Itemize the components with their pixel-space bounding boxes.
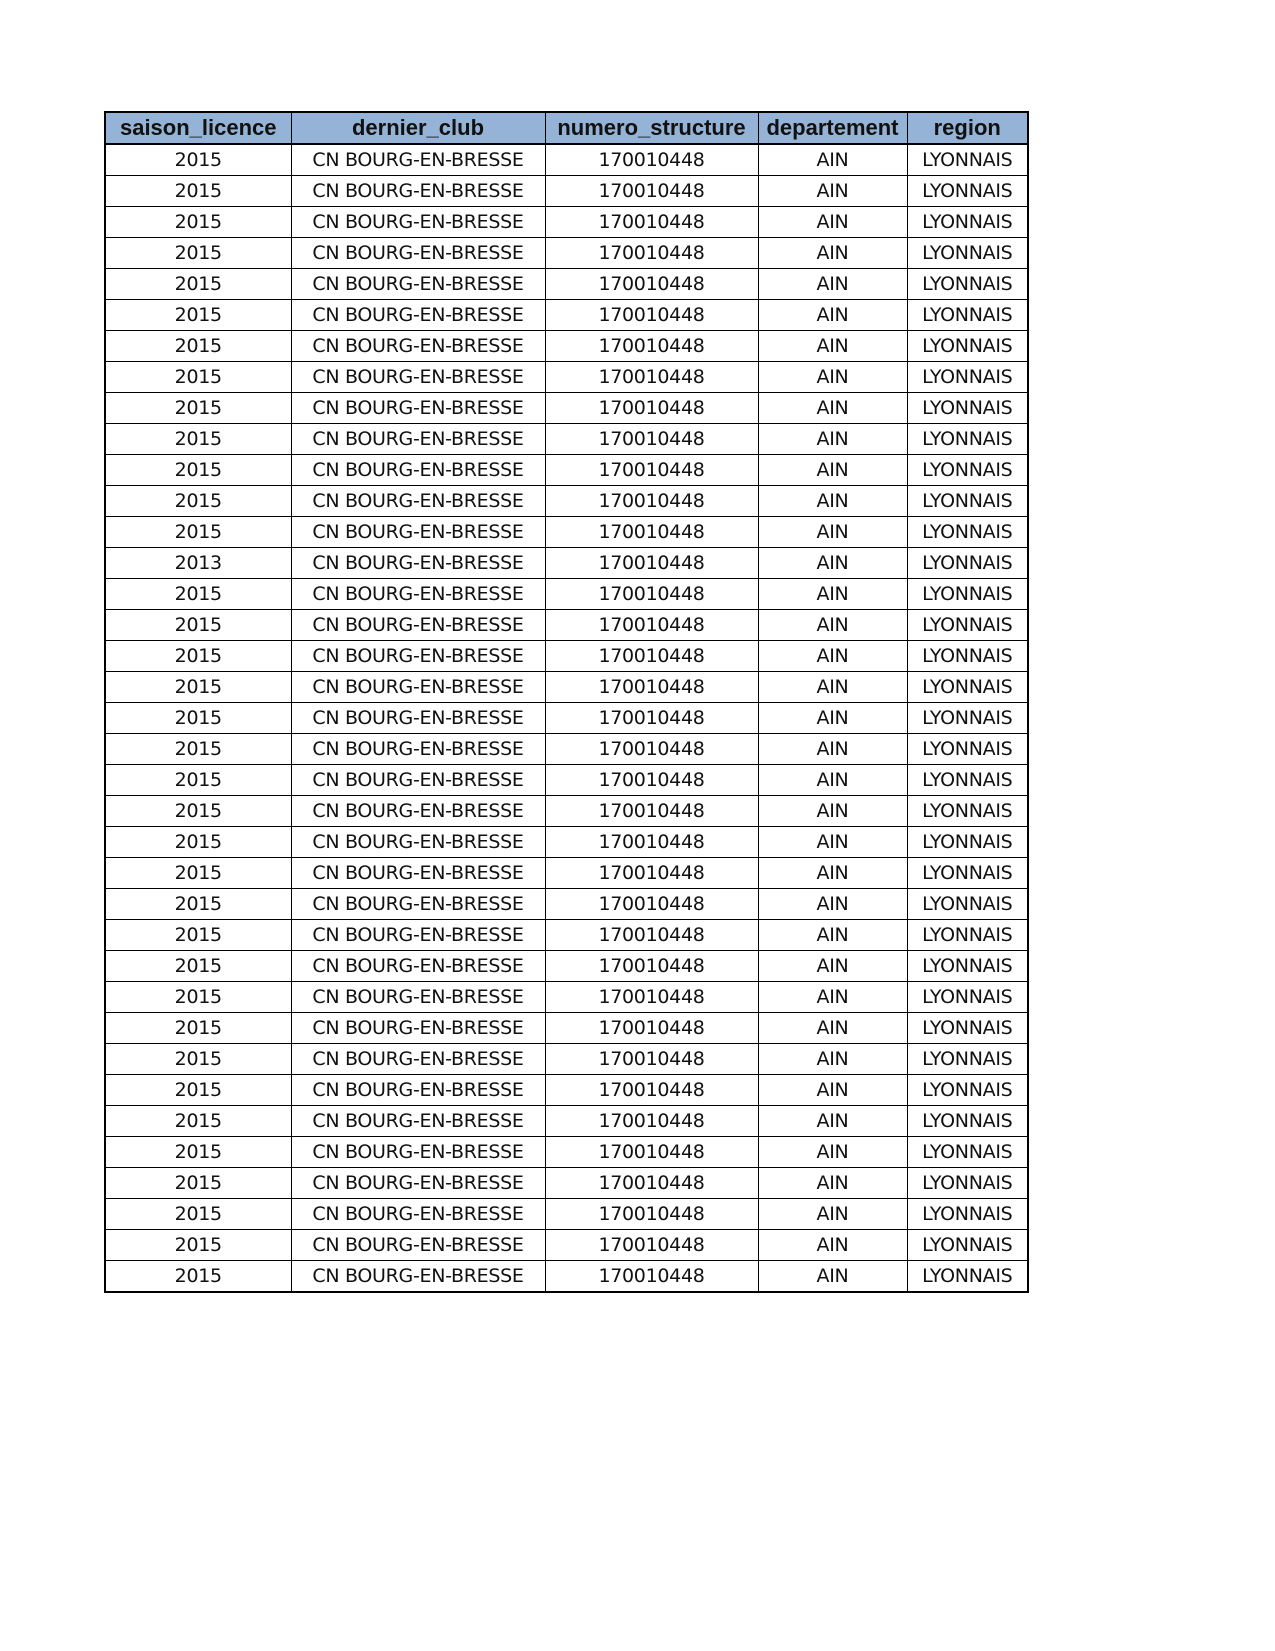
cell-saison-licence: 2015 bbox=[105, 703, 291, 734]
cell-departement: AIN bbox=[758, 144, 907, 176]
cell-region: LYONNAIS bbox=[907, 920, 1028, 951]
cell-region: LYONNAIS bbox=[907, 455, 1028, 486]
cell-dernier-club: CN BOURG-EN-BRESSE bbox=[291, 579, 545, 610]
cell-dernier-club: CN BOURG-EN-BRESSE bbox=[291, 300, 545, 331]
cell-dernier-club: CN BOURG-EN-BRESSE bbox=[291, 176, 545, 207]
cell-dernier-club: CN BOURG-EN-BRESSE bbox=[291, 486, 545, 517]
cell-region: LYONNAIS bbox=[907, 641, 1028, 672]
cell-dernier-club: CN BOURG-EN-BRESSE bbox=[291, 424, 545, 455]
cell-region: LYONNAIS bbox=[907, 672, 1028, 703]
cell-dernier-club: CN BOURG-EN-BRESSE bbox=[291, 765, 545, 796]
cell-numero-structure: 170010448 bbox=[545, 827, 758, 858]
cell-dernier-club: CN BOURG-EN-BRESSE bbox=[291, 889, 545, 920]
cell-departement: AIN bbox=[758, 765, 907, 796]
cell-numero-structure: 170010448 bbox=[545, 610, 758, 641]
cell-numero-structure: 170010448 bbox=[545, 393, 758, 424]
cell-region: LYONNAIS bbox=[907, 858, 1028, 889]
cell-departement: AIN bbox=[758, 796, 907, 827]
cell-dernier-club: CN BOURG-EN-BRESSE bbox=[291, 548, 545, 579]
column-header-dernier-club: dernier_club bbox=[291, 112, 545, 144]
table-row bbox=[105, 269, 1028, 300]
cell-departement: AIN bbox=[758, 331, 907, 362]
cell-numero-structure: 170010448 bbox=[545, 238, 758, 269]
cell-departement: AIN bbox=[758, 641, 907, 672]
cell-departement: AIN bbox=[758, 1075, 907, 1106]
column-header-departement: departement bbox=[758, 112, 907, 144]
cell-departement: AIN bbox=[758, 1261, 907, 1293]
table-row bbox=[105, 796, 1028, 827]
column-header-saison-licence: saison_licence bbox=[105, 112, 291, 144]
cell-departement: AIN bbox=[758, 703, 907, 734]
cell-saison-licence: 2015 bbox=[105, 641, 291, 672]
cell-dernier-club: CN BOURG-EN-BRESSE bbox=[291, 610, 545, 641]
table-row bbox=[105, 827, 1028, 858]
cell-numero-structure: 170010448 bbox=[545, 176, 758, 207]
cell-dernier-club: CN BOURG-EN-BRESSE bbox=[291, 517, 545, 548]
cell-dernier-club: CN BOURG-EN-BRESSE bbox=[291, 269, 545, 300]
cell-region: LYONNAIS bbox=[907, 362, 1028, 393]
cell-region: LYONNAIS bbox=[907, 734, 1028, 765]
table-row bbox=[105, 672, 1028, 703]
cell-departement: AIN bbox=[758, 951, 907, 982]
table-row bbox=[105, 889, 1028, 920]
column-header-numero-structure: numero_structure bbox=[545, 112, 758, 144]
table-row bbox=[105, 1230, 1028, 1261]
cell-dernier-club: CN BOURG-EN-BRESSE bbox=[291, 827, 545, 858]
cell-region: LYONNAIS bbox=[907, 548, 1028, 579]
cell-departement: AIN bbox=[758, 455, 907, 486]
cell-numero-structure: 170010448 bbox=[545, 765, 758, 796]
cell-departement: AIN bbox=[758, 393, 907, 424]
cell-numero-structure: 170010448 bbox=[545, 1168, 758, 1199]
cell-numero-structure: 170010448 bbox=[545, 1137, 758, 1168]
cell-saison-licence: 2015 bbox=[105, 269, 291, 300]
cell-region: LYONNAIS bbox=[907, 393, 1028, 424]
cell-saison-licence: 2015 bbox=[105, 889, 291, 920]
cell-numero-structure: 170010448 bbox=[545, 144, 758, 176]
cell-region: LYONNAIS bbox=[907, 982, 1028, 1013]
cell-numero-structure: 170010448 bbox=[545, 455, 758, 486]
cell-departement: AIN bbox=[758, 920, 907, 951]
cell-region: LYONNAIS bbox=[907, 1106, 1028, 1137]
table-row bbox=[105, 144, 1028, 176]
table-row bbox=[105, 1168, 1028, 1199]
cell-region: LYONNAIS bbox=[907, 207, 1028, 238]
table-row bbox=[105, 1106, 1028, 1137]
cell-dernier-club: CN BOURG-EN-BRESSE bbox=[291, 144, 545, 176]
cell-saison-licence: 2015 bbox=[105, 517, 291, 548]
cell-numero-structure: 170010448 bbox=[545, 207, 758, 238]
table-row bbox=[105, 734, 1028, 765]
table-row bbox=[105, 641, 1028, 672]
cell-departement: AIN bbox=[758, 1199, 907, 1230]
cell-dernier-club: CN BOURG-EN-BRESSE bbox=[291, 1230, 545, 1261]
cell-dernier-club: CN BOURG-EN-BRESSE bbox=[291, 796, 545, 827]
cell-saison-licence: 2015 bbox=[105, 393, 291, 424]
cell-region: LYONNAIS bbox=[907, 424, 1028, 455]
cell-region: LYONNAIS bbox=[907, 1013, 1028, 1044]
table-row bbox=[105, 1044, 1028, 1075]
cell-saison-licence: 2015 bbox=[105, 1168, 291, 1199]
cell-saison-licence: 2015 bbox=[105, 672, 291, 703]
cell-numero-structure: 170010448 bbox=[545, 796, 758, 827]
cell-saison-licence: 2015 bbox=[105, 1230, 291, 1261]
cell-departement: AIN bbox=[758, 207, 907, 238]
cell-numero-structure: 170010448 bbox=[545, 1075, 758, 1106]
header-row bbox=[105, 112, 1028, 144]
cell-saison-licence: 2015 bbox=[105, 827, 291, 858]
cell-numero-structure: 170010448 bbox=[545, 269, 758, 300]
cell-region: LYONNAIS bbox=[907, 1168, 1028, 1199]
cell-saison-licence: 2015 bbox=[105, 300, 291, 331]
table-row bbox=[105, 1261, 1028, 1293]
cell-saison-licence: 2015 bbox=[105, 1075, 291, 1106]
cell-numero-structure: 170010448 bbox=[545, 517, 758, 548]
cell-region: LYONNAIS bbox=[907, 889, 1028, 920]
cell-numero-structure: 170010448 bbox=[545, 672, 758, 703]
cell-dernier-club: CN BOURG-EN-BRESSE bbox=[291, 858, 545, 889]
cell-dernier-club: CN BOURG-EN-BRESSE bbox=[291, 703, 545, 734]
cell-departement: AIN bbox=[758, 300, 907, 331]
cell-departement: AIN bbox=[758, 238, 907, 269]
cell-dernier-club: CN BOURG-EN-BRESSE bbox=[291, 672, 545, 703]
cell-dernier-club: CN BOURG-EN-BRESSE bbox=[291, 1168, 545, 1199]
cell-saison-licence: 2015 bbox=[105, 1044, 291, 1075]
cell-saison-licence: 2015 bbox=[105, 796, 291, 827]
cell-departement: AIN bbox=[758, 672, 907, 703]
cell-dernier-club: CN BOURG-EN-BRESSE bbox=[291, 1261, 545, 1293]
table-row bbox=[105, 362, 1028, 393]
cell-numero-structure: 170010448 bbox=[545, 331, 758, 362]
cell-numero-structure: 170010448 bbox=[545, 362, 758, 393]
cell-saison-licence: 2015 bbox=[105, 982, 291, 1013]
table-row bbox=[105, 1013, 1028, 1044]
table-row bbox=[105, 517, 1028, 548]
table-row bbox=[105, 393, 1028, 424]
cell-departement: AIN bbox=[758, 827, 907, 858]
cell-numero-structure: 170010448 bbox=[545, 982, 758, 1013]
table-row bbox=[105, 951, 1028, 982]
cell-numero-structure: 170010448 bbox=[545, 548, 758, 579]
cell-numero-structure: 170010448 bbox=[545, 424, 758, 455]
cell-numero-structure: 170010448 bbox=[545, 641, 758, 672]
cell-dernier-club: CN BOURG-EN-BRESSE bbox=[291, 951, 545, 982]
cell-dernier-club: CN BOURG-EN-BRESSE bbox=[291, 641, 545, 672]
cell-saison-licence: 2015 bbox=[105, 331, 291, 362]
cell-dernier-club: CN BOURG-EN-BRESSE bbox=[291, 1044, 545, 1075]
cell-saison-licence: 2013 bbox=[105, 548, 291, 579]
table-row bbox=[105, 300, 1028, 331]
cell-region: LYONNAIS bbox=[907, 517, 1028, 548]
table-row bbox=[105, 765, 1028, 796]
cell-numero-structure: 170010448 bbox=[545, 703, 758, 734]
cell-dernier-club: CN BOURG-EN-BRESSE bbox=[291, 393, 545, 424]
cell-departement: AIN bbox=[758, 424, 907, 455]
cell-saison-licence: 2015 bbox=[105, 1106, 291, 1137]
cell-saison-licence: 2015 bbox=[105, 362, 291, 393]
cell-departement: AIN bbox=[758, 1137, 907, 1168]
cell-departement: AIN bbox=[758, 517, 907, 548]
cell-numero-structure: 170010448 bbox=[545, 889, 758, 920]
cell-numero-structure: 170010448 bbox=[545, 1199, 758, 1230]
cell-region: LYONNAIS bbox=[907, 1199, 1028, 1230]
cell-region: LYONNAIS bbox=[907, 144, 1028, 176]
cell-saison-licence: 2015 bbox=[105, 734, 291, 765]
cell-saison-licence: 2015 bbox=[105, 455, 291, 486]
cell-saison-licence: 2015 bbox=[105, 144, 291, 176]
cell-saison-licence: 2015 bbox=[105, 176, 291, 207]
cell-region: LYONNAIS bbox=[907, 1075, 1028, 1106]
table-row bbox=[105, 982, 1028, 1013]
cell-saison-licence: 2015 bbox=[105, 207, 291, 238]
data-table bbox=[104, 111, 1029, 1293]
table-row bbox=[105, 1075, 1028, 1106]
cell-departement: AIN bbox=[758, 176, 907, 207]
cell-departement: AIN bbox=[758, 579, 907, 610]
cell-saison-licence: 2015 bbox=[105, 951, 291, 982]
table-row bbox=[105, 1137, 1028, 1168]
cell-dernier-club: CN BOURG-EN-BRESSE bbox=[291, 455, 545, 486]
cell-departement: AIN bbox=[758, 889, 907, 920]
cell-numero-structure: 170010448 bbox=[545, 951, 758, 982]
cell-region: LYONNAIS bbox=[907, 579, 1028, 610]
table-body bbox=[105, 144, 1028, 1292]
cell-saison-licence: 2015 bbox=[105, 765, 291, 796]
cell-dernier-club: CN BOURG-EN-BRESSE bbox=[291, 982, 545, 1013]
cell-saison-licence: 2015 bbox=[105, 610, 291, 641]
cell-saison-licence: 2015 bbox=[105, 1013, 291, 1044]
cell-saison-licence: 2015 bbox=[105, 920, 291, 951]
cell-region: LYONNAIS bbox=[907, 610, 1028, 641]
table-row bbox=[105, 610, 1028, 641]
cell-dernier-club: CN BOURG-EN-BRESSE bbox=[291, 920, 545, 951]
cell-departement: AIN bbox=[758, 1044, 907, 1075]
cell-dernier-club: CN BOURG-EN-BRESSE bbox=[291, 238, 545, 269]
cell-numero-structure: 170010448 bbox=[545, 1044, 758, 1075]
cell-departement: AIN bbox=[758, 1106, 907, 1137]
table-row bbox=[105, 579, 1028, 610]
table-row bbox=[105, 207, 1028, 238]
cell-dernier-club: CN BOURG-EN-BRESSE bbox=[291, 1137, 545, 1168]
cell-region: LYONNAIS bbox=[907, 1137, 1028, 1168]
cell-dernier-club: CN BOURG-EN-BRESSE bbox=[291, 1013, 545, 1044]
cell-numero-structure: 170010448 bbox=[545, 920, 758, 951]
cell-dernier-club: CN BOURG-EN-BRESSE bbox=[291, 1199, 545, 1230]
cell-departement: AIN bbox=[758, 858, 907, 889]
cell-dernier-club: CN BOURG-EN-BRESSE bbox=[291, 734, 545, 765]
table-row bbox=[105, 858, 1028, 889]
cell-dernier-club: CN BOURG-EN-BRESSE bbox=[291, 362, 545, 393]
cell-dernier-club: CN BOURG-EN-BRESSE bbox=[291, 1075, 545, 1106]
table-row bbox=[105, 331, 1028, 362]
cell-saison-licence: 2015 bbox=[105, 1199, 291, 1230]
cell-departement: AIN bbox=[758, 982, 907, 1013]
cell-dernier-club: CN BOURG-EN-BRESSE bbox=[291, 1106, 545, 1137]
cell-departement: AIN bbox=[758, 362, 907, 393]
cell-saison-licence: 2015 bbox=[105, 238, 291, 269]
cell-region: LYONNAIS bbox=[907, 703, 1028, 734]
cell-dernier-club: CN BOURG-EN-BRESSE bbox=[291, 331, 545, 362]
cell-region: LYONNAIS bbox=[907, 765, 1028, 796]
cell-dernier-club: CN BOURG-EN-BRESSE bbox=[291, 207, 545, 238]
cell-numero-structure: 170010448 bbox=[545, 1261, 758, 1293]
cell-departement: AIN bbox=[758, 610, 907, 641]
table-row bbox=[105, 548, 1028, 579]
table-row bbox=[105, 486, 1028, 517]
cell-region: LYONNAIS bbox=[907, 486, 1028, 517]
cell-region: LYONNAIS bbox=[907, 1261, 1028, 1293]
cell-departement: AIN bbox=[758, 269, 907, 300]
cell-departement: AIN bbox=[758, 734, 907, 765]
cell-numero-structure: 170010448 bbox=[545, 1013, 758, 1044]
column-header-region: region bbox=[907, 112, 1028, 144]
table-row bbox=[105, 424, 1028, 455]
cell-numero-structure: 170010448 bbox=[545, 486, 758, 517]
table-row bbox=[105, 920, 1028, 951]
table-row bbox=[105, 1199, 1028, 1230]
cell-saison-licence: 2015 bbox=[105, 424, 291, 455]
cell-saison-licence: 2015 bbox=[105, 858, 291, 889]
cell-numero-structure: 170010448 bbox=[545, 300, 758, 331]
table-row bbox=[105, 176, 1028, 207]
cell-region: LYONNAIS bbox=[907, 1044, 1028, 1075]
cell-numero-structure: 170010448 bbox=[545, 1106, 758, 1137]
cell-region: LYONNAIS bbox=[907, 300, 1028, 331]
cell-departement: AIN bbox=[758, 486, 907, 517]
table-row bbox=[105, 455, 1028, 486]
cell-saison-licence: 2015 bbox=[105, 579, 291, 610]
cell-departement: AIN bbox=[758, 1013, 907, 1044]
cell-saison-licence: 2015 bbox=[105, 1137, 291, 1168]
cell-saison-licence: 2015 bbox=[105, 1261, 291, 1293]
cell-region: LYONNAIS bbox=[907, 827, 1028, 858]
cell-saison-licence: 2015 bbox=[105, 486, 291, 517]
cell-region: LYONNAIS bbox=[907, 238, 1028, 269]
spreadsheet-page bbox=[104, 111, 1029, 1293]
table-row bbox=[105, 703, 1028, 734]
cell-region: LYONNAIS bbox=[907, 269, 1028, 300]
cell-departement: AIN bbox=[758, 1230, 907, 1261]
table-row bbox=[105, 238, 1028, 269]
cell-region: LYONNAIS bbox=[907, 951, 1028, 982]
cell-numero-structure: 170010448 bbox=[545, 1230, 758, 1261]
cell-region: LYONNAIS bbox=[907, 796, 1028, 827]
cell-region: LYONNAIS bbox=[907, 1230, 1028, 1261]
cell-region: LYONNAIS bbox=[907, 176, 1028, 207]
cell-numero-structure: 170010448 bbox=[545, 579, 758, 610]
cell-numero-structure: 170010448 bbox=[545, 858, 758, 889]
cell-region: LYONNAIS bbox=[907, 331, 1028, 362]
cell-departement: AIN bbox=[758, 1168, 907, 1199]
cell-departement: AIN bbox=[758, 548, 907, 579]
cell-numero-structure: 170010448 bbox=[545, 734, 758, 765]
